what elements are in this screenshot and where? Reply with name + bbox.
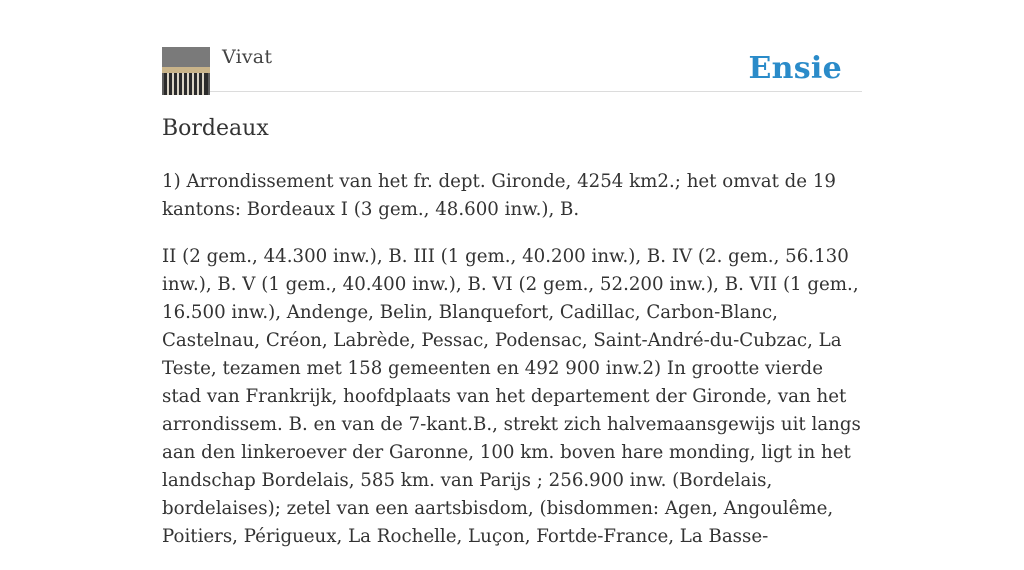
brand-logo[interactable]: Ensie	[748, 51, 842, 86]
header	[162, 0, 862, 92]
author-name[interactable]: Vivat	[222, 46, 273, 68]
paragraph-1: 1) Arrondissement van het fr. dept. Gironde, 4254 km2.; het omvat de 19 kantons: Bordeaux I (3 gem., 48.600 inw.), B.	[162, 171, 836, 220]
paragraph-2: II (2 gem., 44.300 inw.), B. III (1 gem., 40.200 inw.), B. IV (2. gem., 56.130 inw.), B. V (1 gem., 40.400 inw.), B. VI (2 gem., 52.200 inw.), B. VII (1 gem., 16.500 inw.), Andenge, Belin, Blanquefort, Cadillac, Carbon-Blanc, Castelnau, Créon, Labrède, Pessac, Podensac, Saint-André-du-Cubzac, La Teste, tezamen met 158 gemeenten en 492 900 inw.2) In grootte vierde stad van Frankrijk, hoofdplaats van het departement der Gironde, van het arrondissem. B. en van de 7-kant.B., strekt zich halvemaansgewijs uit langs aan den linkeroever der Garonne, 100 km. boven hare monding, ligt in het landschap Bordelais, 585 km. van Parijs ; 256.900 inw. (Bordelais, bordelaises); zetel van een aartsbisdom, (bisdommen: Agen, Angoulême, Poitiers, Périgueux, La Rochelle, Luçon, Fortde-France, La Basse-	[162, 246, 861, 547]
article-body	[162, 168, 862, 570]
avatar-photo-icon	[162, 47, 210, 95]
avatar[interactable]	[162, 47, 210, 95]
page-title: Bordeaux	[162, 116, 269, 141]
page-container	[162, 0, 862, 547]
